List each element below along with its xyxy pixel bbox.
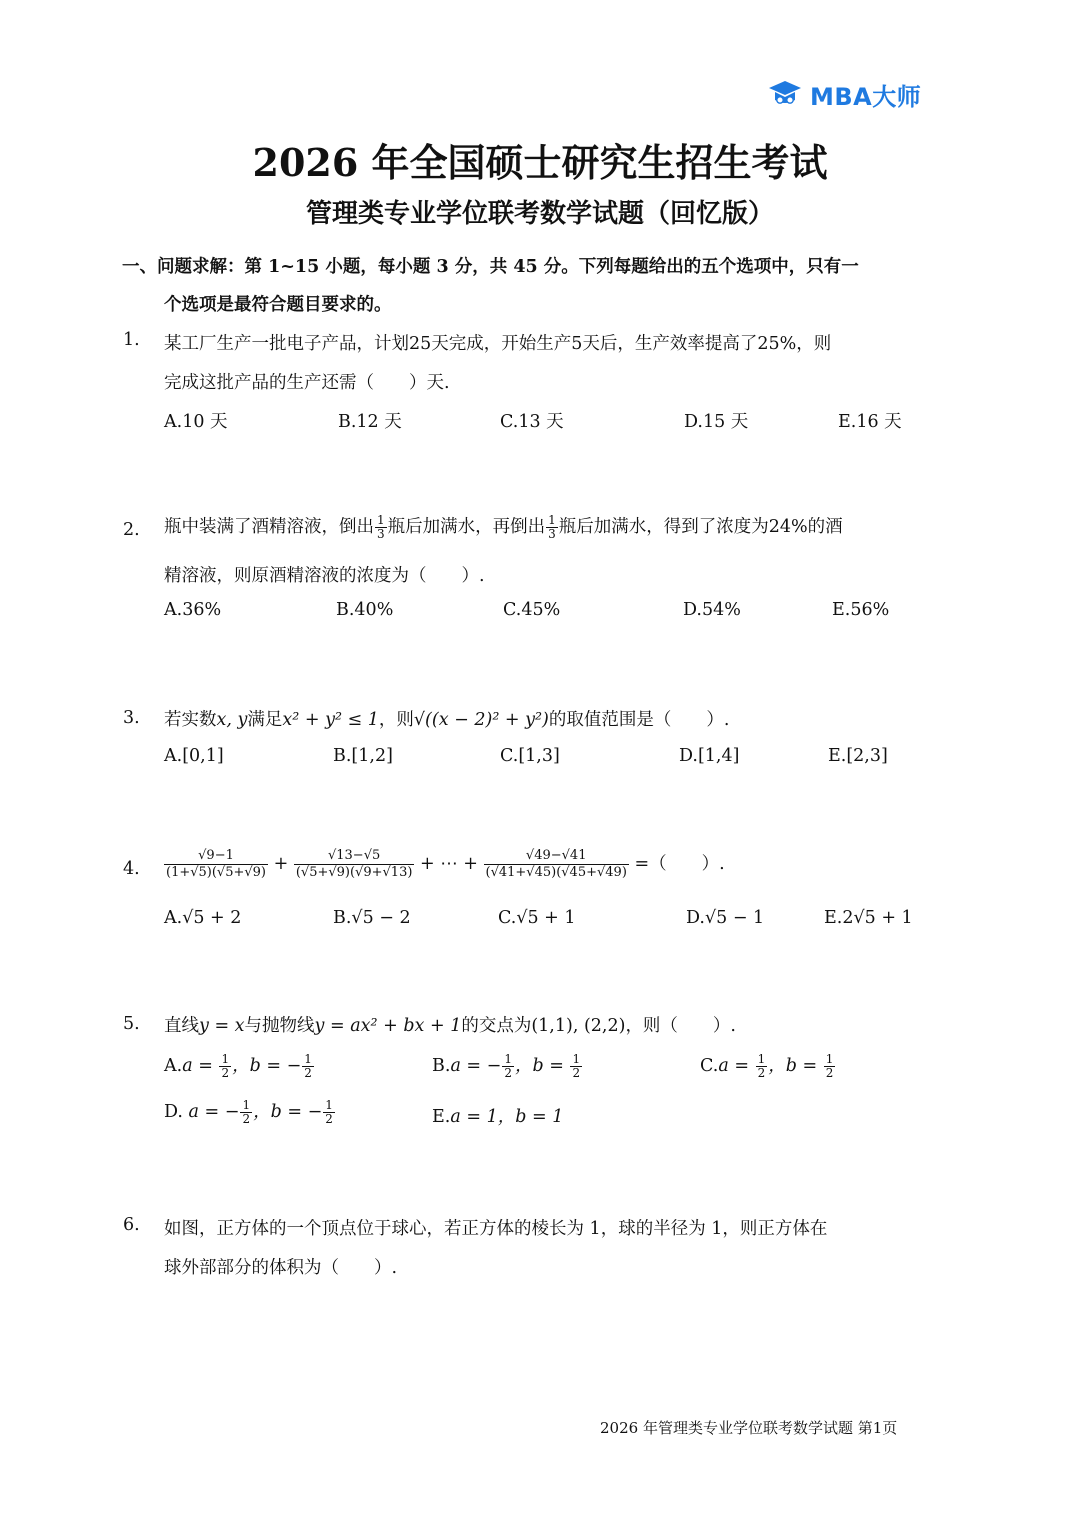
option-c bbox=[700, 1052, 836, 1080]
fraction-denominator: 3 bbox=[548, 527, 556, 541]
option-e: E.2√5 + 1 bbox=[824, 908, 913, 928]
question-text: 某工厂生产一批电子产品，计划25天完成，开始生产5天后，生产效率提高了25%，则 bbox=[164, 334, 832, 354]
option-e: E.16 天 bbox=[838, 412, 902, 432]
text-fragment: 与抛物线 bbox=[244, 1016, 315, 1036]
brand-name: MBA大师 bbox=[810, 82, 922, 111]
fraction bbox=[375, 514, 387, 541]
option-b: B.40% bbox=[336, 600, 394, 620]
math-a: a = − bbox=[182, 1102, 240, 1122]
math-b: ，b = bbox=[768, 1056, 823, 1076]
math-b: ，b = bbox=[514, 1056, 570, 1076]
option-e: E.[2,3] bbox=[828, 746, 888, 766]
page-footer: 2026 年管理类专业学位联考数学试题 第1页 bbox=[600, 1419, 898, 1437]
fraction-denominator: 2 bbox=[757, 1066, 766, 1080]
fraction-denominator: 2 bbox=[504, 1066, 512, 1080]
fraction bbox=[294, 848, 415, 881]
option-label: B. bbox=[432, 1056, 451, 1076]
fraction bbox=[484, 848, 629, 881]
fraction-denominator: 2 bbox=[221, 1066, 230, 1080]
fraction-numerator: 1 bbox=[377, 513, 385, 527]
question-number: 2. bbox=[123, 520, 140, 540]
question-text bbox=[164, 848, 725, 881]
option-c: C.45% bbox=[503, 600, 561, 620]
option-c: C.13 天 bbox=[500, 412, 564, 432]
section-heading-line1: 一、问题求解：第 1~15 小题，每小题 3 分，共 45 分。下列每题给出的五个选项中，只有一 bbox=[122, 257, 859, 277]
option-a: A.[0,1] bbox=[164, 746, 224, 766]
brand-logo bbox=[768, 76, 921, 112]
fraction-denominator: 2 bbox=[825, 1066, 834, 1080]
fraction bbox=[570, 1053, 582, 1080]
plus-sign: + bbox=[273, 854, 289, 874]
graduation-cap-icon bbox=[768, 79, 802, 109]
fraction bbox=[164, 848, 268, 881]
question-number: 6. bbox=[123, 1215, 140, 1235]
fraction-numerator: 1 bbox=[304, 1052, 312, 1066]
option-e bbox=[432, 1103, 563, 1128]
option-b bbox=[432, 1052, 583, 1080]
option-a bbox=[164, 1052, 315, 1080]
fraction-numerator: 1 bbox=[504, 1052, 512, 1066]
option-b: B.12 天 bbox=[338, 412, 402, 432]
question-text: 球外部部分的体积为（ ）. bbox=[164, 1258, 398, 1278]
question-text: 完成这批产品的生产还需（ ）天. bbox=[164, 373, 450, 393]
fraction-numerator: √13−√5 bbox=[294, 848, 415, 865]
option-d: D.√5 − 1 bbox=[686, 908, 765, 928]
text-fragment: ，则 bbox=[378, 710, 414, 730]
option-a: A.√5 + 2 bbox=[164, 908, 242, 928]
question-number: 3. bbox=[123, 708, 140, 728]
text-fragment: 直线 bbox=[164, 1016, 199, 1036]
option-label: A. bbox=[164, 1056, 183, 1076]
fraction-numerator: 1 bbox=[548, 513, 556, 527]
option-label: E. bbox=[432, 1107, 451, 1127]
fraction bbox=[546, 514, 558, 541]
question-number: 4. bbox=[123, 859, 140, 879]
question-number: 1. bbox=[123, 330, 140, 350]
math-e: a = 1，b = 1 bbox=[450, 1107, 564, 1127]
question-text: 如图，正方体的一个顶点位于球心，若正方体的棱长为 1，球的半径为 1，则正方体在 bbox=[164, 1219, 828, 1239]
fraction-numerator: 1 bbox=[242, 1098, 251, 1112]
fraction-denominator: 2 bbox=[242, 1112, 251, 1126]
question-text bbox=[164, 706, 729, 731]
math-line: y = x bbox=[199, 1016, 245, 1036]
text-fragment: 瓶后加满水，得到了浓度为24%的酒 bbox=[558, 517, 843, 537]
fraction bbox=[824, 1053, 836, 1080]
math-vars: x, y bbox=[216, 710, 248, 730]
option-c: C.√5 + 1 bbox=[498, 908, 576, 928]
fraction bbox=[240, 1099, 252, 1126]
page-subtitle: 管理类专业学位联考数学试题（回忆版） bbox=[305, 199, 774, 229]
math-parabola: y = ax² + bx + 1 bbox=[314, 1016, 462, 1036]
math-a: a = − bbox=[450, 1056, 502, 1076]
fraction-denominator: (1+√5)(√5+√9) bbox=[166, 865, 267, 880]
fraction-numerator: 1 bbox=[325, 1098, 333, 1112]
fraction-numerator: √49−√41 bbox=[484, 848, 629, 865]
math-expression: √((x − 2)² + y²) bbox=[413, 710, 549, 730]
option-d: D.15 天 bbox=[684, 412, 749, 432]
text-fragment: 的取值范围是（ ）. bbox=[548, 710, 730, 730]
text-fragment: 瓶中装满了酒精溶液，倒出 bbox=[164, 517, 374, 537]
option-a: A.36% bbox=[164, 600, 222, 620]
fraction bbox=[219, 1053, 231, 1080]
fraction-denominator: (√5+√9)(√9+√13) bbox=[295, 865, 413, 880]
fraction-denominator: 3 bbox=[377, 527, 385, 541]
math-points: (1,1), (2,2) bbox=[531, 1016, 626, 1036]
fraction-numerator: 1 bbox=[572, 1052, 581, 1066]
text-fragment: 满足 bbox=[247, 710, 283, 730]
math-b: ，b = − bbox=[253, 1102, 323, 1122]
question-text: 精溶液，则原酒精溶液的浓度为（ ）. bbox=[164, 566, 485, 586]
fraction-denominator: 2 bbox=[304, 1066, 312, 1080]
math-a: a = bbox=[718, 1056, 755, 1076]
question-text bbox=[164, 1012, 736, 1037]
text-fragment: 若实数 bbox=[164, 710, 217, 730]
fraction-numerator: 1 bbox=[221, 1052, 230, 1066]
question-number: 5. bbox=[123, 1014, 140, 1034]
fraction bbox=[323, 1099, 335, 1126]
text-fragment: 瓶后加满水，再倒出 bbox=[387, 517, 546, 537]
option-b: B.√5 − 2 bbox=[333, 908, 411, 928]
fraction bbox=[302, 1053, 314, 1080]
fraction bbox=[756, 1053, 768, 1080]
option-c: C.[1,3] bbox=[500, 746, 560, 766]
fraction-numerator: √9−1 bbox=[164, 848, 268, 865]
fraction-numerator: 1 bbox=[825, 1052, 834, 1066]
fraction-numerator: 1 bbox=[757, 1052, 766, 1066]
section-heading-line2: 个选项是最符合题目要求的。 bbox=[164, 295, 392, 315]
fraction-denominator: (√41+√45)(√45+√49) bbox=[485, 865, 627, 880]
option-d bbox=[164, 1098, 336, 1126]
fraction-denominator: 2 bbox=[325, 1112, 333, 1126]
math-a: a = bbox=[182, 1056, 219, 1076]
option-d: D.54% bbox=[683, 600, 741, 620]
option-e: E.56% bbox=[832, 600, 890, 620]
option-b: B.[1,2] bbox=[333, 746, 393, 766]
fraction-denominator: 2 bbox=[572, 1066, 581, 1080]
page-title: 2026 年全国硕士研究生招生考试 bbox=[252, 140, 828, 185]
text-fragment: ，则（ ）. bbox=[625, 1016, 736, 1036]
question-text bbox=[164, 513, 843, 541]
fraction bbox=[502, 1053, 514, 1080]
math-condition: x² + y² ≤ 1 bbox=[282, 710, 379, 730]
ellipsis: + ⋯ + bbox=[419, 854, 478, 874]
option-label: D. bbox=[164, 1102, 183, 1122]
option-a: A.10 天 bbox=[164, 412, 228, 432]
text-fragment: =（ ）. bbox=[634, 854, 725, 874]
text-fragment: 的交点为 bbox=[461, 1016, 532, 1036]
option-d: D.[1,4] bbox=[679, 746, 740, 766]
math-b: ，b = − bbox=[232, 1056, 302, 1076]
option-label: C. bbox=[700, 1056, 719, 1076]
